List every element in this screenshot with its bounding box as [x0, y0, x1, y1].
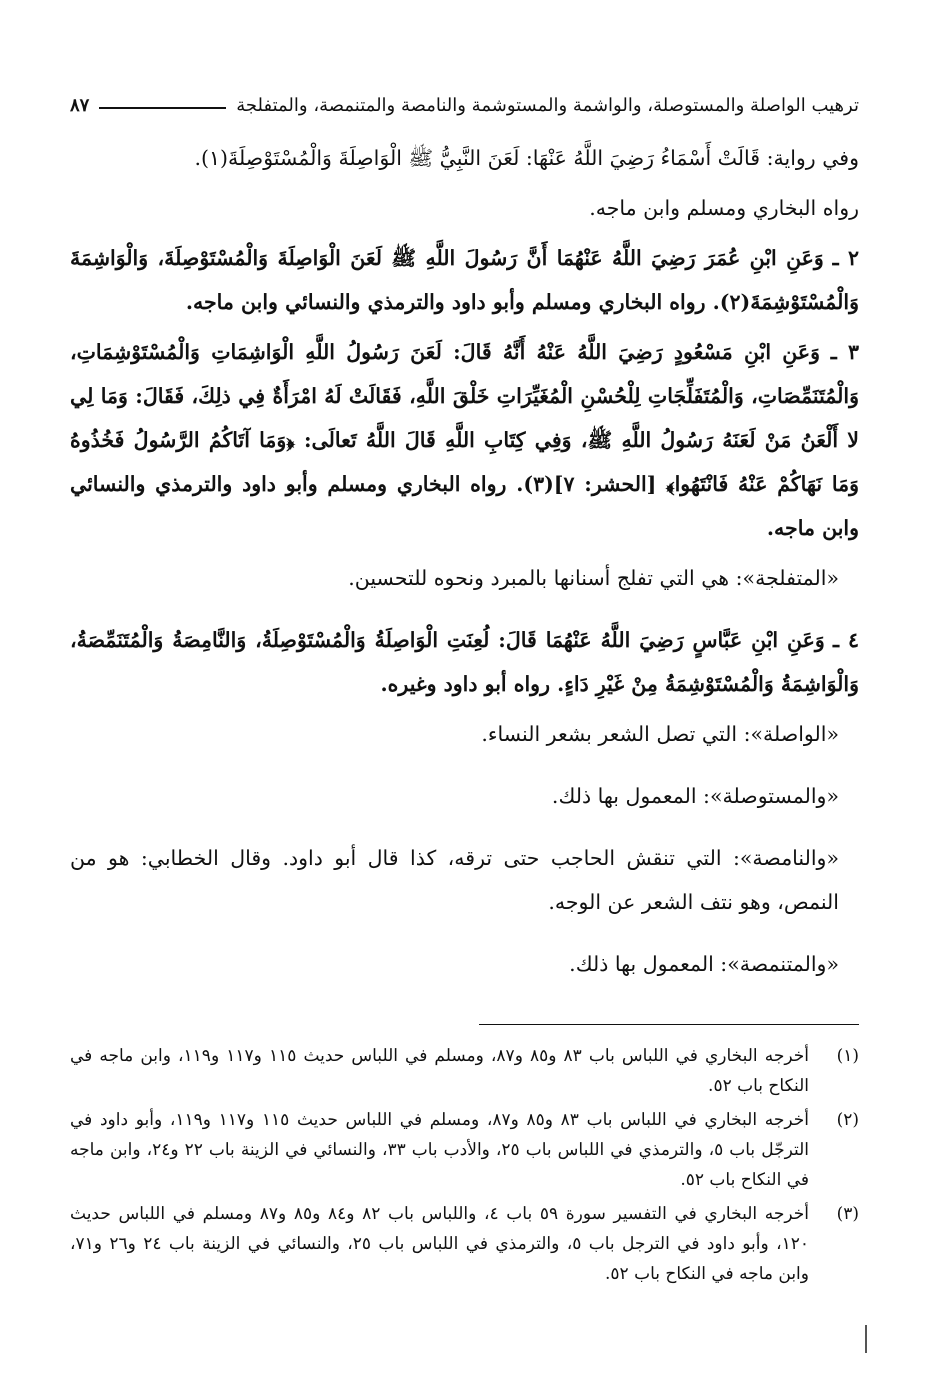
paragraph-text: وفي رواية: قَالَتْ أَسْمَاءُ رَضِيَ اللَّهُ عَنْهَا: لَعَنَ النَّبِيُّ ﷺ الْوَاصِلَةَ وَالْمُسْتَوْصِلَةَ(١).: [194, 146, 859, 170]
definition-mustawsila: [70, 774, 859, 818]
hadith-text: وَعَنِ ابْنِ عُمَرَ رَضِيَ اللَّهُ عَنْهُمَا أَنَّ رَسُولَ اللَّهِ ﷺ لَعَنَ الْوَاصِلَةَ وَالْمُسْتَوْصِلَةَ، وَالْوَاشِمَةَ وَالْمُسْتَوْشِمَةَ(٢). رواه البخاري ومسلم وأبو داود والترمذي والنسائي وابن ماجه.: [70, 246, 859, 314]
main-content: [70, 136, 859, 986]
footnote-3: [70, 1199, 859, 1289]
footnotes-separator: [479, 1024, 859, 1025]
hadith-2: [70, 236, 859, 324]
running-header: [70, 86, 859, 126]
hadith-number: ٢ ـ: [832, 246, 859, 270]
footnote-2: [70, 1105, 859, 1195]
footnote-text: أخرجه البخاري في التفسير سورة ٥٩ باب ٤، واللباس باب ٨٢ و٨٤ و٨٥ و٨٧ ومسلم في اللباس حديث ١٢٠، وأبو داود في الترجل باب ٥، والترمذي في اللباس باب ٢٥، والنسائي في الزينة باب ٢٤ و٢٦ و٧١، وابن ماجه في النكاح باب ٥٢.: [70, 1204, 809, 1284]
hadith-number: ٤ ـ: [833, 628, 859, 652]
definition-mutanammisa: [70, 942, 859, 986]
footnote-text: أخرجه البخاري في اللباس باب ٨٣ و٨٥ و٨٧، ومسلم في اللباس حديث ١١٥ و١١٧ و١١٩، وأبو داود في الترجّل باب ٥، والترمذي في اللباس باب ٢٥، والأدب باب ٣٣، والنسائي في الزينة باب ٢٢ و٢٤، وابن ماجه في النكاح باب ٥٢.: [70, 1110, 809, 1190]
page-corner-mark: [865, 1325, 867, 1353]
hadith-number: ٣ ـ: [830, 340, 859, 364]
definition-text: «الواصلة»: التي تصل الشعر بشعر النساء.: [481, 722, 839, 746]
footnotes: [70, 1041, 859, 1289]
header-title: ترهيب الواصلة والمستوصلة، والواشمة والمستوشمة والنامصة والمتنمصة، والمتفلجة: [236, 95, 859, 117]
page-number: ٨٧: [70, 95, 90, 117]
paragraph-text: رواه البخاري ومسلم وابن ماجه.: [589, 196, 859, 220]
definition-text: «والمتنمصة»: المعمول بها ذلك.: [569, 952, 839, 976]
header-rule: [99, 107, 226, 109]
footnote-marker: (١): [836, 1046, 859, 1066]
definition-wasila: [70, 712, 859, 756]
hadith-4: [70, 618, 859, 706]
definition-mutafallija: [70, 556, 859, 600]
definition-text: «المتفلجة»: هي التي تفلج أسنانها بالمبرد ونحوه للتحسين.: [348, 566, 839, 590]
footnote-1: [70, 1041, 859, 1101]
footnote-marker: (٢): [836, 1110, 859, 1130]
attribution-paragraph: [70, 186, 859, 230]
definition-namisa: [70, 836, 859, 924]
definition-text: «والنامصة»: التي تنقش الحاجب حتى ترقه، كذا قال أبو داود. وقال الخطابي: هو من النمص، وهو نتف الشعر عن الوجه.: [70, 846, 839, 914]
hadith-text: وَعَنِ ابْنِ مَسْعُودٍ رَضِيَ اللَّهُ عَنْهُ أَنَّهُ قَالَ: لَعَنَ رَسُولُ اللَّهِ الْوَاشِمَاتِ وَالْمُسْتَوْشِمَاتِ، وَالْمُتَنَمِّصَاتِ، وَالْمُتَفَلِّجَاتِ لِلْحُسْنِ الْمُغَيِّرَاتِ خَلْقَ اللَّهِ، فَقَالَتْ لَهُ امْرَأَةٌ فِي ذلِكَ، فَقَالَ: وَمَا لِي لا أَلْعَنُ مَنْ لَعَنَهُ رَسُولُ اللَّهِ ﷺ، وَفِي كِتَابِ اللَّهِ قَالَ اللَّهُ تَعالَى: ﴿وَمَا آتَاكُمُ الرَّسُولُ فَخُذُوهُ وَمَا نَهَاكُمْ عَنْهُ فَانْتَهُوا﴾ [الحشر: ٧](٣). رواه البخاري ومسلم وأبو داود والترمذي والنسائي وابن ماجه.: [70, 340, 859, 540]
footnote-text: أخرجه البخاري في اللباس باب ٨٣ و٨٥ و٨٧، ومسلم في اللباس حديث ١١٥ و١١٧ و١١٩، وابن ماجه في النكاح باب ٥٢.: [70, 1046, 809, 1096]
hadith-3: [70, 330, 859, 550]
intro-paragraph: [70, 136, 859, 180]
definition-text: «والمستوصلة»: المعمول بها ذلك.: [551, 784, 839, 808]
hadith-text: وَعَنِ ابْنِ عَبَّاسٍ رَضِيَ اللَّهُ عَنْهُمَا قَالَ: لُعِنَتِ الْوَاصِلَةُ وَالْمُسْتَوْصِلَةُ، وَالنَّامِصَةُ وَالْمُتَنَمِّصَةُ، وَالْوَاشِمَةُ وَالْمُسْتَوْشِمَةُ مِنْ غَيْرِ دَاءٍ. رواه أبو داود وغيره.: [70, 628, 859, 696]
footnote-marker: (٣): [836, 1204, 859, 1224]
